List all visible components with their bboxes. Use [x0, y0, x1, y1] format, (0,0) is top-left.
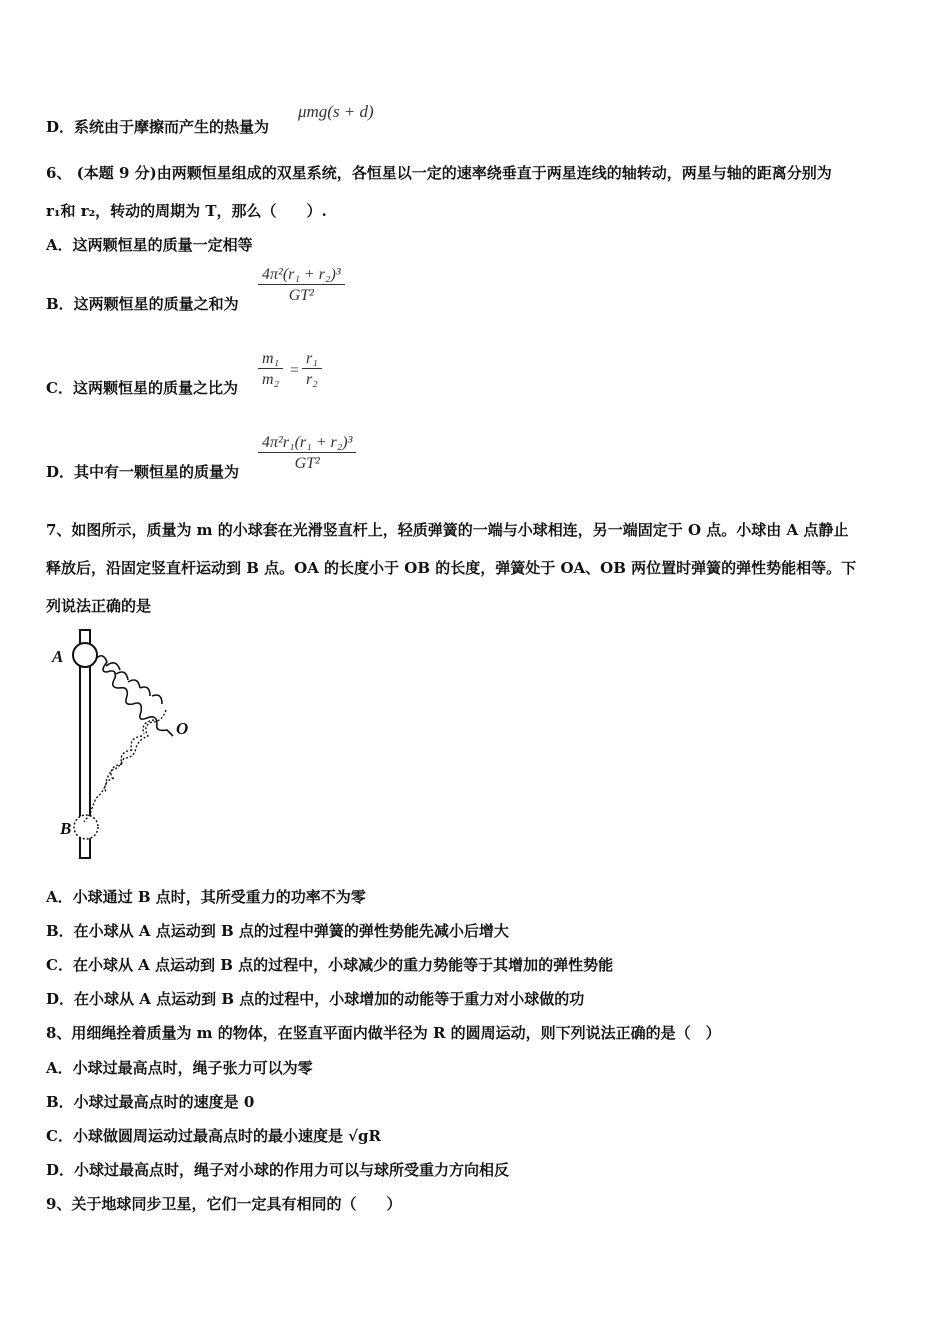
q7-option-c: C．在小球从 A 点运动到 B 点的过程中，小球减少的重力势能等于其增加的弹性势能	[46, 956, 614, 974]
spring-ob	[84, 710, 166, 822]
q6-option-c-m2: m₂	[262, 371, 280, 388]
label-a: A	[52, 647, 64, 666]
q6-option-a: A．这两颗恒星的质量一定相等	[46, 236, 253, 254]
spring-oa	[97, 656, 173, 736]
q6-option-d-numerator: 4π²r₁(r₁ + r₂)³	[262, 434, 353, 451]
q5-option-d-formula: μmg(s + d)	[298, 102, 374, 121]
q5-option-d-text: D．系统由于摩擦而产生的热量为	[46, 118, 270, 136]
q9-stem: 9、关于地球同步卫星，它们一定具有相同的（ ）	[46, 1195, 402, 1213]
q7-stem-line2: 释放后，沿固定竖直杆运动到 B 点。OA 的长度小于 OB 的长度，弹簧处于 OA、OB 两位置时弹簧的弹性势能相等。下	[46, 559, 857, 577]
ball-a	[73, 643, 97, 667]
q8-option-b: B．小球过最高点时的速度是 0	[46, 1093, 255, 1111]
q6-stem-line2: r₁和 r₂，转动的周期为 T，那么（ ）.	[46, 202, 327, 220]
q8-option-a: A．小球过最高点时，绳子张力可以为零	[46, 1059, 313, 1077]
q8-stem: 8、用细绳拴着质量为 m 的物体，在竖直平面内做半径为 R 的圆周运动，则下列说法正确的是（ ）	[46, 1024, 721, 1042]
q6-option-b-fraction	[258, 266, 345, 305]
q6-option-c-r2: r₂	[306, 371, 318, 388]
q6-option-c-fraction-right	[302, 350, 322, 389]
q7-option-b: B．在小球从 A 点运动到 B 点的过程中弹簧的弹性势能先减小后增大	[46, 922, 509, 940]
q7-stem-line1: 7、如图所示，质量为 m 的小球套在光滑竖直杆上，轻质弹簧的一端与小球相连，另一端固定于 O 点。小球由 A 点静止	[46, 521, 849, 539]
q6-option-d-denominator: GT²	[294, 455, 320, 472]
label-b: B	[60, 819, 72, 838]
q6-option-d-fraction	[258, 434, 356, 473]
q6-option-d: D．其中有一颗恒星的质量为	[46, 463, 240, 481]
q5-option-d	[46, 116, 269, 137]
q8-option-c: C．小球做圆周运动过最高点时的最小速度是 √gR	[46, 1127, 381, 1145]
q6-option-c-r1: r₁	[306, 350, 318, 367]
q6-option-b-numerator: 4π²(r₁ + r₂)³	[262, 266, 341, 283]
q7-stem-line3: 列说法正确的是	[46, 597, 152, 615]
label-o: O	[176, 719, 189, 738]
q6-option-b: B．这两颗恒星的质量之和为	[46, 295, 239, 313]
q7-option-d: D．在小球从 A 点运动到 B 点的过程中，小球增加的动能等于重力对小球做的功	[46, 990, 585, 1008]
q8-option-d: D．小球过最高点时，绳子对小球的作用力可以与球所受重力方向相反	[46, 1161, 510, 1179]
q6-option-c-fraction-left	[258, 350, 283, 389]
q6-option-c: C．这两颗恒星的质量之比为	[46, 379, 238, 397]
q6-option-b-denominator: GT²	[288, 287, 314, 304]
q7-option-a: A．小球通过 B 点时，其所受重力的功率不为零	[46, 888, 366, 906]
q6-option-c-m1: m₁	[262, 350, 280, 367]
q6-stem-line1: 6、 (本题 9 分)由两颗恒星组成的双星系统，各恒星以一定的速率绕垂直于两星连线的轴转动，两星与轴的距离分别为	[46, 164, 832, 182]
q6-option-c-equals: =	[290, 362, 300, 379]
q7-spring-rod-figure	[46, 624, 206, 864]
